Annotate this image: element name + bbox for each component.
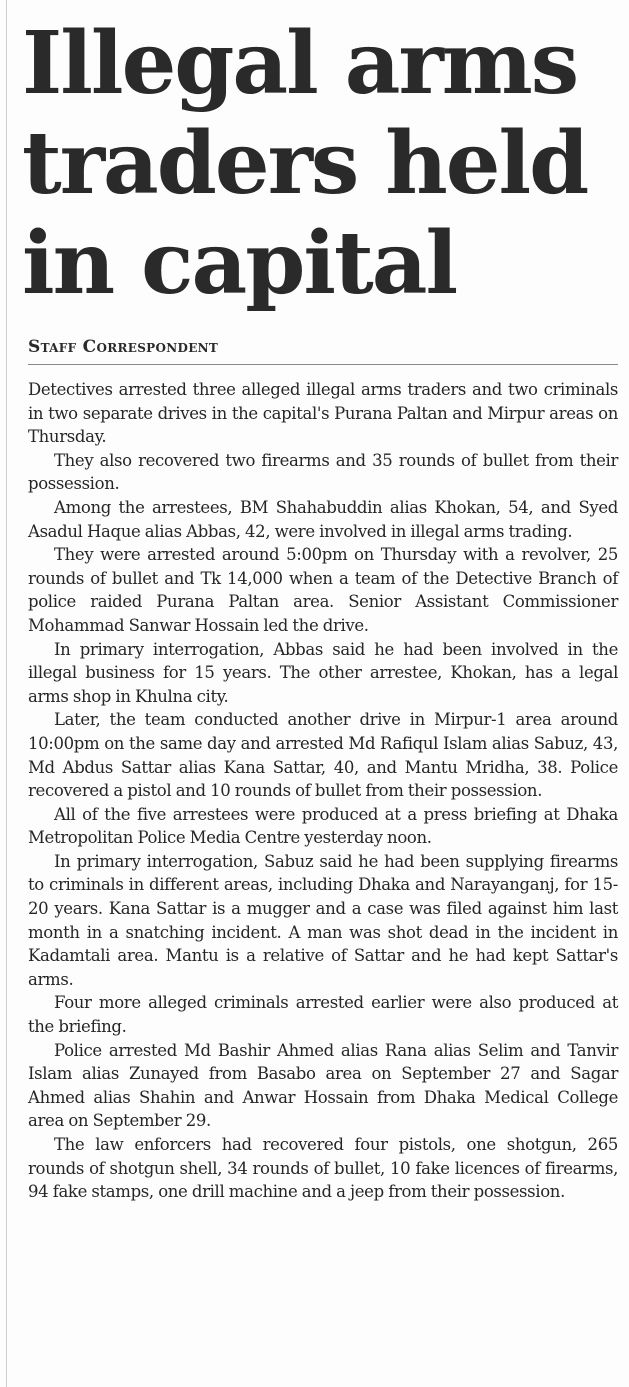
paragraph-3: Among the arrestees, BM Shahabuddin alias Khokan, 54, and Syed Asadul Haque alias Abbas, 42, were involved in illegal arms trading. bbox=[28, 497, 618, 541]
paragraph-4: They were arrested around 5:00pm on Thursday with a revolver, 25 rounds of bullet and Tk 14,000 when a team of the Detective Branch of police raided Purana Paltan area. Senior Assistant Commissioner Mohammad Sanwar Hossain led the drive. bbox=[28, 545, 618, 635]
paragraph-1: Detectives arrested three alleged illegal arms traders and two criminals in two separate drives in the capital's Purana Paltan and Mirpur areas on Thursday. bbox=[28, 380, 618, 447]
article-body bbox=[28, 378, 618, 1204]
byline: Staff Correspondent bbox=[28, 337, 219, 357]
paragraph-8: In primary interrogation, Sabuz said he had been supplying firearms to criminals in different areas, including Dhaka and Narayanganj, for 15-20 years. Kana Sattar is a mugger and a case was filed against him last month in a snatching incident. A man was shot dead in the incident in Kadamtali area. Mantu is a relative of Sattar and he had kept Sattar's arms. bbox=[28, 851, 618, 989]
paragraph-2: They also recovered two firearms and 35 rounds of bullet from their possession. bbox=[28, 450, 618, 494]
byline-divider bbox=[28, 364, 618, 365]
headline-line-1: Illegal arms bbox=[22, 13, 578, 114]
paragraph-6: Later, the team conducted another drive in Mirpur-1 area around 10:00pm on the same day and arrested Md Rafiqul Islam alias Sabuz, 43, Md Abdus Sattar alias Kana Sattar, 40, and Mantu Mridha, 38. Police recovered a pistol and 10 rounds of bullet from their possession. bbox=[28, 710, 618, 801]
clipping-edge bbox=[6, 0, 7, 1387]
paragraph-5: In primary interrogation, Abbas said he had been involved in the illegal business for 15 years. The other arrestee, Khokan, has a legal arms shop in Khulna city. bbox=[28, 639, 618, 706]
paragraph-11: The law enforcers had recovered four pistols, one shotgun, 265 rounds of shotgun shell, 34 rounds of bullet, 10 fake licences of firearms, 94 fake stamps, one drill machine and a jeep from their possession. bbox=[28, 1135, 618, 1202]
paragraph-10: Police arrested Md Bashir Ahmed alias Rana alias Selim and Tanvir Islam alias Zunayed from Basabo area on September 27 and Sagar Ahmed alias Shahin and Anwar Hossain from Dhaka Medical College area on September 29. bbox=[28, 1040, 618, 1131]
headline-line-2: traders held bbox=[22, 113, 588, 214]
paragraph-7: All of the five arrestees were produced at a press briefing at Dhaka Metropolitan Police Media Centre yesterday noon. bbox=[28, 804, 618, 848]
headline bbox=[22, 14, 622, 314]
headline-line-3: in capital bbox=[22, 213, 457, 314]
paragraph-9: Four more alleged criminals arrested earlier were also produced at the briefing. bbox=[28, 993, 618, 1037]
